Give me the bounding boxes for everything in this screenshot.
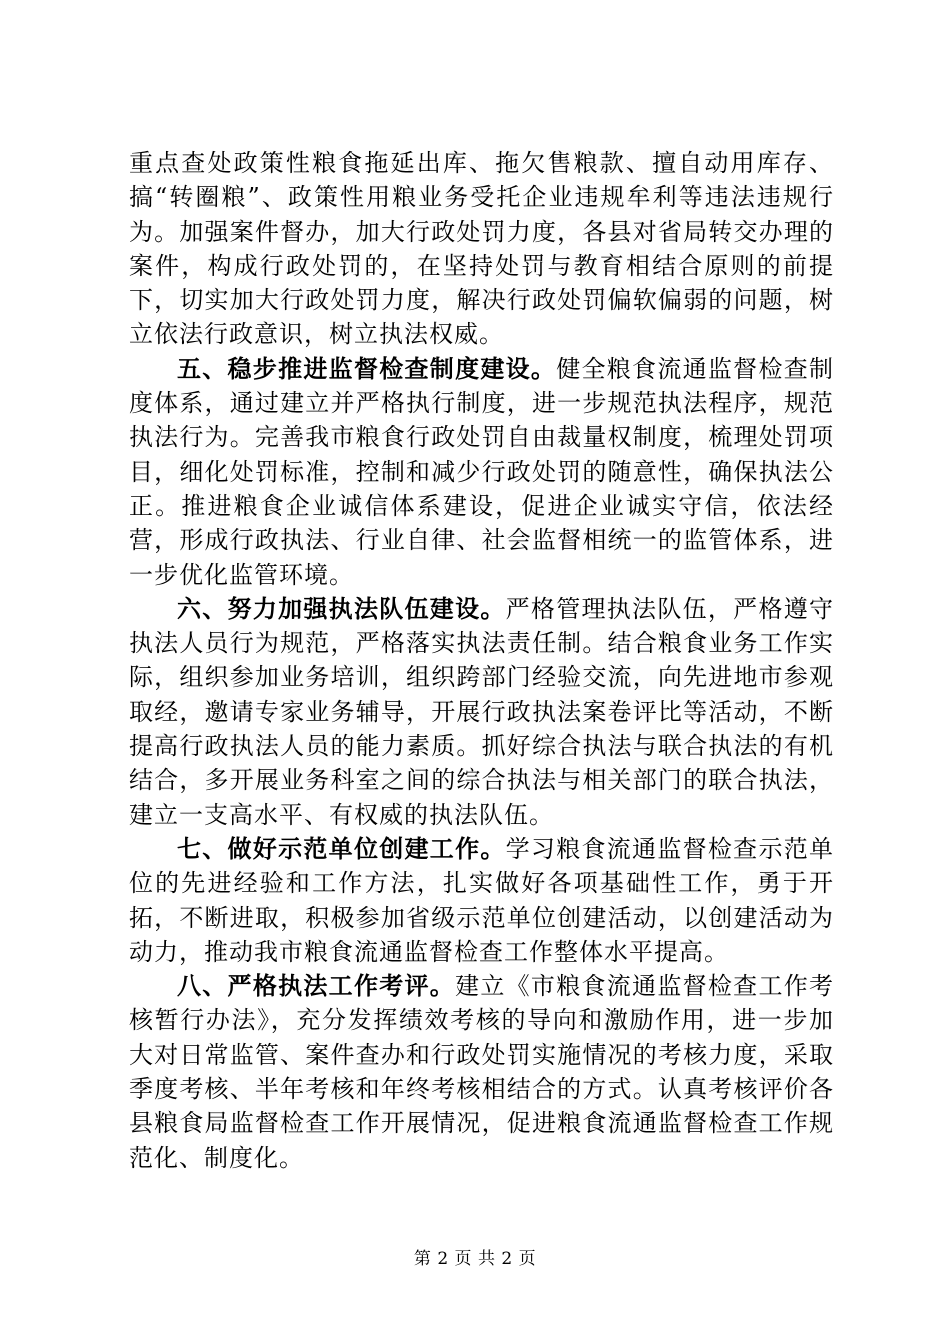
paragraph-text: 健全粮食流通监督检查制度体系，通过建立并严格执行制度，进一步规范执法程序，规范执法行为。完善我市粮食行政处罚自由裁量权制度，梳理处罚项目，细化处罚标准，控制和减少行政处罚的随意性，确保执法公正。推进粮食企业诚信体系建设，促进企业诚实守信，依法经营，形成行政执法、行业自律、社会监督相统一的监管体系，进一步优化监管环境。 <box>129 354 835 589</box>
paragraph-text: 重点查处政策性粮食拖延出库、拖欠售粮款、擅自动用库存、搞“转圈粮”、政策性用粮业务受托企业违规牟利等违法违规行为。加强案件督办，加大行政处罚力度，各县对省局转交办理的案件，构成行政处罚的，在坚持处罚与教育相结合原则的前提下，切实加大行政处罚力度，解决行政处罚偏软偏弱的问题，树立依法行政意识，树立执法权威。 <box>129 149 834 349</box>
document-body <box>129 146 834 1175</box>
section-heading: 七、做好示范单位创建工作。 <box>177 833 506 863</box>
paragraph-text: 严格管理执法队伍，严格遵守执法人员行为规范，严格落实执法责任制。结合粮食业务工作实际，组织参加业务培训，组织跨部门经验交流，向先进地市参观取经，邀请专家业务辅导，开展行政执法案卷评比等活动，不断提高行政执法人员的能力素质。抓好综合执法与联合执法的有机结合，多开展业务科室之间的综合执法与相关部门的联合执法，建立一支高水平、有权威的执法队伍。 <box>129 594 834 829</box>
paragraph-section-6 <box>129 592 834 832</box>
page-footer: 第 2 页 共 2 页 <box>413 1249 537 1269</box>
section-heading: 八、严格执法工作考评。 <box>177 971 456 1001</box>
paragraph-section-5 <box>129 352 834 592</box>
paragraph-section-8 <box>129 969 834 1175</box>
section-heading: 五、稳步推进监督检查制度建设。 <box>177 353 557 383</box>
paragraph-text: 建立《市粮食流通监督检查工作考核暂行办法》，充分发挥绩效考核的导向和激励作用，进一步加大对日常监管、案件查办和行政处罚实施情况的考核力度，采取季度考核、半年考核和年终考核相结合的方式。认真考核评价各县粮食局监督检查工作开展情况，促进粮食流通监督检查工作规范化、制度化。 <box>129 972 835 1172</box>
section-heading: 六、努力加强执法队伍建设。 <box>177 593 506 623</box>
paragraph-continuation <box>129 146 834 352</box>
paragraph-text: 学习粮食流通监督检查示范单位的先进经验和工作方法，扎实做好各项基础性工作，勇于开拓，不断进取，积极参加省级示范单位创建活动，以创建活动为动力，推动我市粮食流通监督检查工作整体水平提高。 <box>129 834 834 966</box>
paragraph-section-7 <box>129 832 834 969</box>
